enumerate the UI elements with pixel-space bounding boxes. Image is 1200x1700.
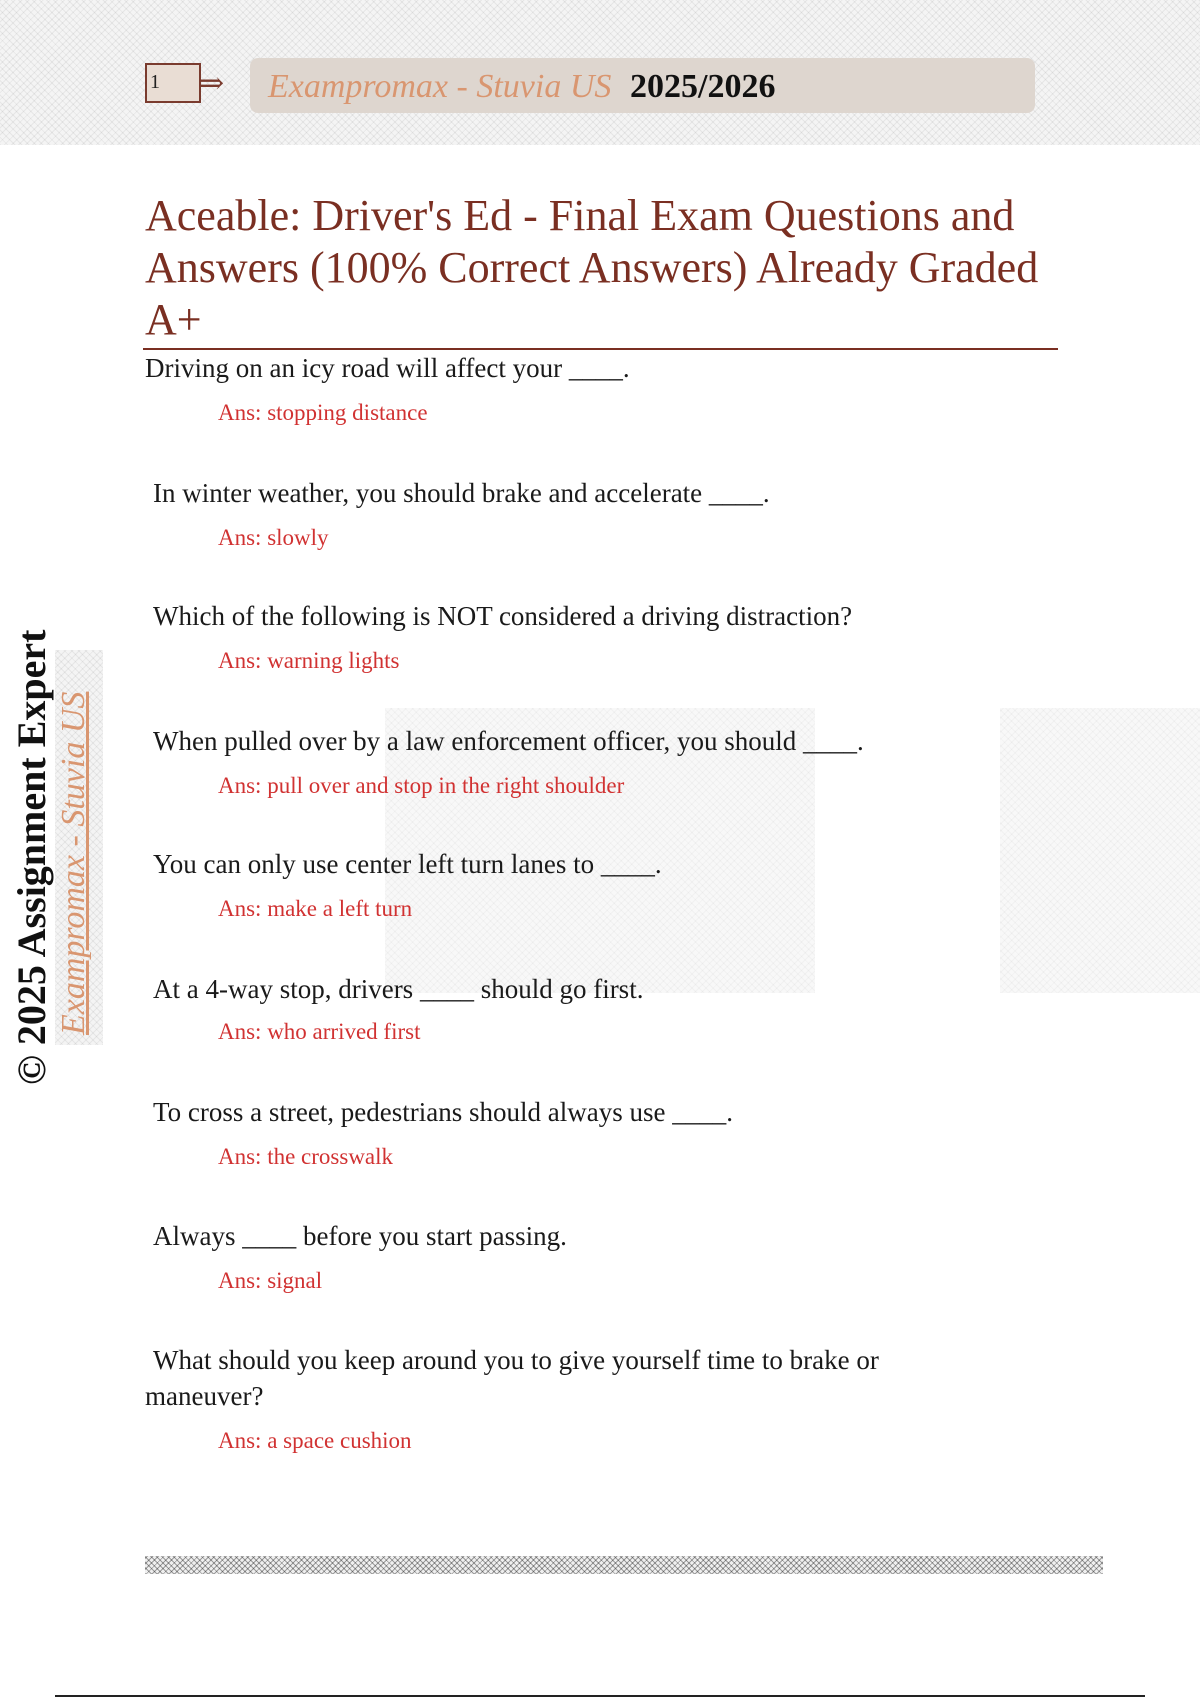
- answer-text: Ans: the crosswalk: [218, 1144, 394, 1169]
- answer-text: Ans: a space cushion: [218, 1428, 412, 1453]
- question-text: When pulled over by a law enforcement officer, you should ____.: [153, 726, 864, 756]
- answer-text: Ans: signal: [218, 1268, 323, 1293]
- header-bar: [250, 58, 1035, 113]
- question-text: To cross a street, pedestrians should always use ____.: [153, 1097, 733, 1127]
- arrow-right-icon: ⇒: [199, 67, 225, 100]
- footer-rule: [55, 1695, 1145, 1697]
- question-text: Always ____ before you start passing.: [153, 1221, 567, 1251]
- watermark-hatch-block: [1000, 708, 1200, 993]
- footer-hatch-divider: [145, 1556, 1103, 1574]
- answer-text: Ans: who arrived first: [218, 1019, 421, 1044]
- answer-text: Ans: slowly: [218, 525, 329, 550]
- question-text: You can only use center left turn lanes to ____.: [153, 849, 662, 879]
- header-year: 2025/2026: [630, 68, 776, 105]
- page-number: 1: [150, 71, 160, 93]
- document-title: Aceable: Driver's Ed - Final Exam Questions and Answers (100% Correct Answers) Already Graded A+: [145, 191, 1039, 344]
- question-text: Which of the following is NOT considered a driving distraction?: [153, 601, 853, 631]
- question-text: In winter weather, you should brake and accelerate ____.: [153, 478, 770, 508]
- answer-text: Ans: stopping distance: [218, 400, 428, 425]
- answer-text: Ans: pull over and stop in the right shoulder: [218, 773, 625, 798]
- side-brand: Exampromax - Stuvia US: [55, 691, 92, 1035]
- question-text: At a 4-way stop, drivers ____ should go first.: [153, 974, 644, 1004]
- question-text: What should you keep around you to give yourself time to brake or maneuver?: [145, 1345, 879, 1411]
- page-number-box: [145, 63, 201, 103]
- question-text: Driving on an icy road will affect your ____.: [145, 353, 630, 383]
- header-brand: Exampromax - Stuvia US: [268, 68, 612, 105]
- side-copyright: © 2025 Assignment Expert: [9, 629, 54, 1085]
- answer-text: Ans: warning lights: [218, 648, 400, 673]
- answer-text: Ans: make a left turn: [218, 896, 413, 921]
